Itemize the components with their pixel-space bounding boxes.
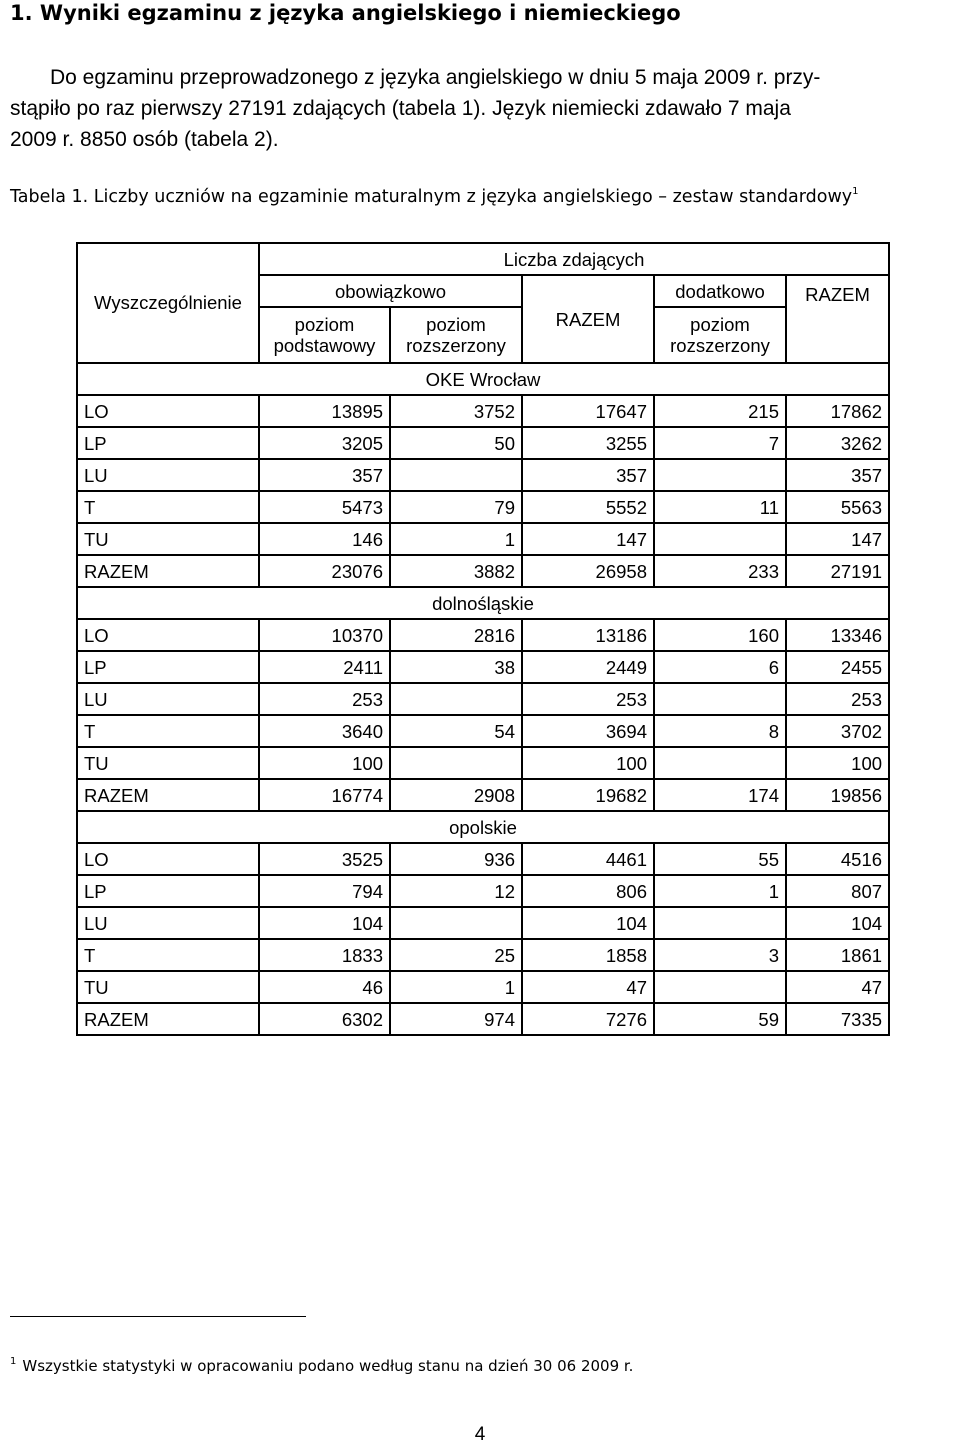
- cell-razem: 807: [786, 875, 889, 907]
- table-row: [77, 971, 889, 1003]
- footnote: [10, 1356, 950, 1375]
- cell-razem-obowiazkowo: 4461: [522, 843, 654, 875]
- cell-razem: 357: [786, 459, 889, 491]
- intro-paragraph: [10, 62, 958, 155]
- cell-category: TU: [77, 523, 259, 555]
- table-row: [77, 651, 889, 683]
- cell-dodatkowo-rozszerzony: 160: [654, 619, 786, 651]
- cell-poziom-podstawowy: 16774: [259, 779, 390, 811]
- cell-poziom-rozszerzony: [390, 747, 522, 779]
- cell-poziom-podstawowy: 3525: [259, 843, 390, 875]
- cell-razem-obowiazkowo: 5552: [522, 491, 654, 523]
- cell-category: RAZEM: [77, 555, 259, 587]
- table-row: [77, 395, 889, 427]
- cell-dodatkowo-rozszerzony: [654, 907, 786, 939]
- section-heading: 1. Wyniki egzaminu z języka angielskiego i niemieckiego: [10, 1, 681, 25]
- cell-dodatkowo-rozszerzony: 3: [654, 939, 786, 971]
- cell-dodatkowo-rozszerzony: [654, 523, 786, 555]
- cell-dodatkowo-rozszerzony: 55: [654, 843, 786, 875]
- cell-razem: 104: [786, 907, 889, 939]
- table-row: [77, 939, 889, 971]
- cell-poziom-podstawowy: 146: [259, 523, 390, 555]
- header-dod-rozszerzony-line1: poziom: [690, 314, 750, 335]
- statistics-table: [76, 242, 890, 1036]
- cell-razem: 3262: [786, 427, 889, 459]
- footnote-separator: [10, 1316, 306, 1317]
- cell-dodatkowo-rozszerzony: 6: [654, 651, 786, 683]
- table-row: [77, 555, 889, 587]
- cell-poziom-rozszerzony: 1: [390, 971, 522, 1003]
- cell-dodatkowo-rozszerzony: 233: [654, 555, 786, 587]
- cell-category: TU: [77, 747, 259, 779]
- cell-poziom-rozszerzony: 3752: [390, 395, 522, 427]
- cell-razem: 19856: [786, 779, 889, 811]
- table-row: [77, 747, 889, 779]
- cell-dodatkowo-rozszerzony: 59: [654, 1003, 786, 1035]
- table-row: [77, 523, 889, 555]
- table-row: [77, 427, 889, 459]
- cell-poziom-podstawowy: 357: [259, 459, 390, 491]
- cell-razem-obowiazkowo: 100: [522, 747, 654, 779]
- cell-dodatkowo-rozszerzony: 7: [654, 427, 786, 459]
- cell-dodatkowo-rozszerzony: 8: [654, 715, 786, 747]
- cell-razem-obowiazkowo: 357: [522, 459, 654, 491]
- cell-poziom-rozszerzony: 38: [390, 651, 522, 683]
- cell-poziom-rozszerzony: 3882: [390, 555, 522, 587]
- footnote-text: Wszystkie statystyki w opracowaniu podano według stanu na dzień 30 06 2009 r.: [22, 1357, 634, 1375]
- cell-razem: 100: [786, 747, 889, 779]
- cell-category: LU: [77, 459, 259, 491]
- table-row: [77, 715, 889, 747]
- cell-poziom-rozszerzony: [390, 683, 522, 715]
- cell-poziom-podstawowy: 13895: [259, 395, 390, 427]
- cell-poziom-rozszerzony: [390, 907, 522, 939]
- cell-poziom-podstawowy: 5473: [259, 491, 390, 523]
- cell-category: LU: [77, 683, 259, 715]
- cell-razem-obowiazkowo: 806: [522, 875, 654, 907]
- cell-category: LO: [77, 395, 259, 427]
- header-poziom-rozszerzony: [390, 307, 522, 363]
- cell-category: RAZEM: [77, 779, 259, 811]
- header-dodatkowo: dodatkowo: [654, 275, 786, 307]
- cell-category: RAZEM: [77, 1003, 259, 1035]
- cell-category: LP: [77, 427, 259, 459]
- cell-razem: 7335: [786, 1003, 889, 1035]
- cell-poziom-rozszerzony: 2816: [390, 619, 522, 651]
- cell-category: T: [77, 715, 259, 747]
- intro-line-3: 2009 r. 8850 osób (tabela 2).: [10, 128, 279, 151]
- cell-poziom-rozszerzony: 12: [390, 875, 522, 907]
- cell-dodatkowo-rozszerzony: 174: [654, 779, 786, 811]
- table-row: [77, 875, 889, 907]
- cell-razem-obowiazkowo: 3694: [522, 715, 654, 747]
- header-wyszczegolnienie: Wyszczególnienie: [77, 243, 259, 363]
- cell-poziom-rozszerzony: 1: [390, 523, 522, 555]
- header-dod-rozszerzony-line2: rozszerzony: [670, 335, 770, 356]
- header-obowiazkowo: obowiązkowo: [259, 275, 522, 307]
- cell-razem-obowiazkowo: 104: [522, 907, 654, 939]
- cell-razem: 47: [786, 971, 889, 1003]
- cell-poziom-rozszerzony: 936: [390, 843, 522, 875]
- cell-razem: 1861: [786, 939, 889, 971]
- cell-poziom-podstawowy: 104: [259, 907, 390, 939]
- cell-category: LP: [77, 651, 259, 683]
- cell-poziom-podstawowy: 1833: [259, 939, 390, 971]
- cell-poziom-rozszerzony: 50: [390, 427, 522, 459]
- header-dodatkowo-poziom-rozszerzony: [654, 307, 786, 363]
- cell-razem-obowiazkowo: 2449: [522, 651, 654, 683]
- table-row: [77, 1003, 889, 1035]
- cell-razem-obowiazkowo: 19682: [522, 779, 654, 811]
- cell-dodatkowo-rozszerzony: [654, 683, 786, 715]
- cell-razem: 4516: [786, 843, 889, 875]
- header-podstawowy-line1: poziom: [294, 314, 355, 335]
- table-row: [77, 619, 889, 651]
- section-title-row: [77, 811, 889, 843]
- footnote-reference: 1: [852, 186, 859, 197]
- cell-razem: 253: [786, 683, 889, 715]
- table-row: [77, 683, 889, 715]
- cell-dodatkowo-rozszerzony: [654, 971, 786, 1003]
- cell-category: T: [77, 939, 259, 971]
- header-razem-total: RAZEM: [786, 275, 889, 363]
- cell-poziom-podstawowy: 10370: [259, 619, 390, 651]
- table-caption-text: Tabela 1. Liczby uczniów na egzaminie maturalnym z języka angielskiego – zestaw standardowy: [10, 187, 853, 207]
- cell-razem: 2455: [786, 651, 889, 683]
- cell-poziom-podstawowy: 46: [259, 971, 390, 1003]
- cell-poziom-rozszerzony: 79: [390, 491, 522, 523]
- section-title-row: [77, 587, 889, 619]
- cell-dodatkowo-rozszerzony: [654, 747, 786, 779]
- cell-razem-obowiazkowo: 47: [522, 971, 654, 1003]
- cell-poziom-podstawowy: 3205: [259, 427, 390, 459]
- table-row: [77, 459, 889, 491]
- cell-razem-obowiazkowo: 26958: [522, 555, 654, 587]
- cell-poziom-podstawowy: 253: [259, 683, 390, 715]
- intro-line-1: Do egzaminu przeprowadzonego z języka angielskiego w dniu 5 maja 2009 r. przy-: [50, 66, 821, 89]
- section-title: OKE Wrocław: [77, 363, 889, 395]
- cell-razem: 27191: [786, 555, 889, 587]
- cell-razem-obowiazkowo: 7276: [522, 1003, 654, 1035]
- cell-razem-obowiazkowo: 17647: [522, 395, 654, 427]
- cell-category: TU: [77, 971, 259, 1003]
- cell-razem: 5563: [786, 491, 889, 523]
- cell-dodatkowo-rozszerzony: [654, 459, 786, 491]
- section-title: dolnośląskie: [77, 587, 889, 619]
- cell-poziom-podstawowy: 23076: [259, 555, 390, 587]
- cell-razem-obowiazkowo: 147: [522, 523, 654, 555]
- cell-category: LO: [77, 843, 259, 875]
- cell-poziom-rozszerzony: [390, 459, 522, 491]
- cell-razem: 17862: [786, 395, 889, 427]
- header-liczba-zdajacych: Liczba zdających: [259, 243, 889, 275]
- page-number: 4: [474, 1424, 486, 1445]
- footnote-marker: 1: [10, 1356, 17, 1367]
- cell-dodatkowo-rozszerzony: 1: [654, 875, 786, 907]
- cell-razem-obowiazkowo: 13186: [522, 619, 654, 651]
- cell-razem: 147: [786, 523, 889, 555]
- cell-poziom-podstawowy: 100: [259, 747, 390, 779]
- cell-poziom-rozszerzony: 54: [390, 715, 522, 747]
- cell-poziom-rozszerzony: 2908: [390, 779, 522, 811]
- cell-poziom-podstawowy: 3640: [259, 715, 390, 747]
- cell-category: T: [77, 491, 259, 523]
- table-row: [77, 843, 889, 875]
- cell-category: LU: [77, 907, 259, 939]
- table-row: [77, 907, 889, 939]
- cell-category: LO: [77, 619, 259, 651]
- header-poziom-podstawowy: [259, 307, 390, 363]
- cell-razem-obowiazkowo: 253: [522, 683, 654, 715]
- cell-dodatkowo-rozszerzony: 11: [654, 491, 786, 523]
- section-title: opolskie: [77, 811, 889, 843]
- cell-razem: 13346: [786, 619, 889, 651]
- cell-poziom-rozszerzony: 974: [390, 1003, 522, 1035]
- table-row: [77, 491, 889, 523]
- cell-poziom-podstawowy: 794: [259, 875, 390, 907]
- header-razem-obowiazkowo: RAZEM: [522, 275, 654, 363]
- table-caption: [10, 186, 955, 207]
- header-podstawowy-line2: podstawowy: [273, 335, 376, 356]
- section-title-row: [77, 363, 889, 395]
- cell-category: LP: [77, 875, 259, 907]
- cell-poziom-podstawowy: 6302: [259, 1003, 390, 1035]
- table-row: [77, 779, 889, 811]
- cell-razem: 3702: [786, 715, 889, 747]
- cell-razem-obowiazkowo: 3255: [522, 427, 654, 459]
- cell-poziom-rozszerzony: 25: [390, 939, 522, 971]
- header-rozszerzony-line1: poziom: [426, 314, 486, 335]
- cell-poziom-podstawowy: 2411: [259, 651, 390, 683]
- cell-razem-obowiazkowo: 1858: [522, 939, 654, 971]
- cell-dodatkowo-rozszerzony: 215: [654, 395, 786, 427]
- header-rozszerzony-line2: rozszerzony: [406, 335, 506, 356]
- intro-line-2: stąpiło po raz pierwszy 27191 zdających (tabela 1). Język niemiecki zdawało 7 maja: [10, 97, 791, 120]
